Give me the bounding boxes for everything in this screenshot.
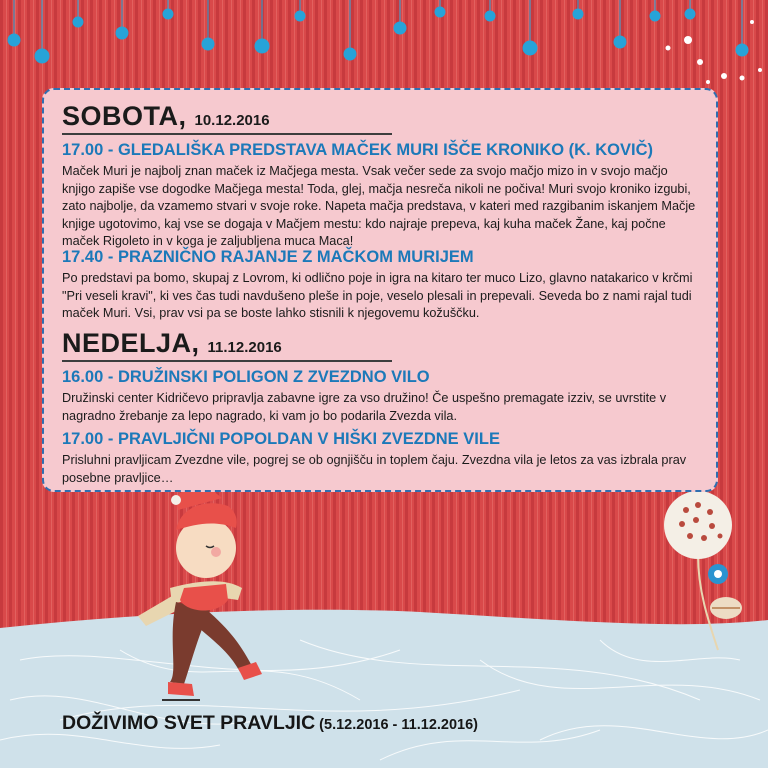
event-title: 17.40 - PRAZNIČNO RAJANJE Z MAČKOM MURIJEM	[62, 248, 474, 266]
footer-date-range: (5.12.2016 - 11.12.2016)	[319, 717, 478, 733]
event-description: Maček Muri je najbolj znan maček iz Mačjega mesta. Vsak večer sede za svojo mačjo mizo in v svojo mačjo knjigo zapiše vse dogodke Mačjega mesta! Toda, glej, mačja nesreča nikoli ne počiva! Muri svojo kroniko izgubi, zato najbolje, da vzamemo stvari v svoje roke. Napeta mačja predstava, v kateri med razgibanim iskanjem Mačje knjige ugotovimo, kaj vse se dogaja v Mačjem mestu: kdo najraje prepeva, kaj kuha maček Žane, kaj počne maček Rigoleto in v koga je zaljubljena muca Maca!	[62, 164, 696, 249]
event-description: Družinski center Kidričevo pripravlja zabavne igre za vso družino! Če uspešno premagate izziv, se uvrstite v nagradno žrebanje za lepo nagrado, ki vam jo bo podarila Zvezda vila.	[62, 391, 667, 423]
event-title: 16.00 - DRUŽINSKI POLIGON Z ZVEZDNO VILO	[62, 368, 430, 386]
event-description: Po predstavi pa bomo, skupaj z Lovrom, ki odlično poje in igra na kitaro ter muco Lizo, glavno natakarico v krčmi "Pri veseli kravi", ki ves čas tudi navdušeno pleše in poje, veselo plesali in prepevali. Seveda bo z nami rajal tudi maček Muri. Vsi, prav vsi pa se boste lahko stisnili k njegovemu kožuščku.	[62, 271, 693, 321]
day-heading-sunday	[62, 328, 282, 359]
footer-main-title: DOŽIVIMO SVET PRAVLJIC	[62, 712, 316, 734]
footer-title	[62, 712, 478, 735]
day-name: SOBOTA,	[62, 101, 187, 131]
event-title: 17.00 - GLEDALIŠKA PREDSTAVA MAČEK MURI IŠČE KRONIKO (K. KOVIČ)	[62, 141, 653, 159]
day-name: NEDELJA,	[62, 328, 200, 358]
heading-divider	[62, 133, 392, 135]
day-date: 10.12.2016	[194, 112, 270, 129]
event-description: Prisluhni pravljicam Zvezdne vile, pogrej se ob ognjišču in toplem čaju. Zvezdna vila je letos za vas izbrala prav posebne pravljice…	[62, 453, 687, 485]
event-title: 17.00 - PRAVLJIČNI POPOLDAN V HIŠKI ZVEZDNE VILE	[62, 430, 500, 448]
heading-divider	[62, 360, 392, 362]
day-date: 11.12.2016	[207, 339, 282, 356]
day-heading-saturday	[62, 101, 270, 132]
